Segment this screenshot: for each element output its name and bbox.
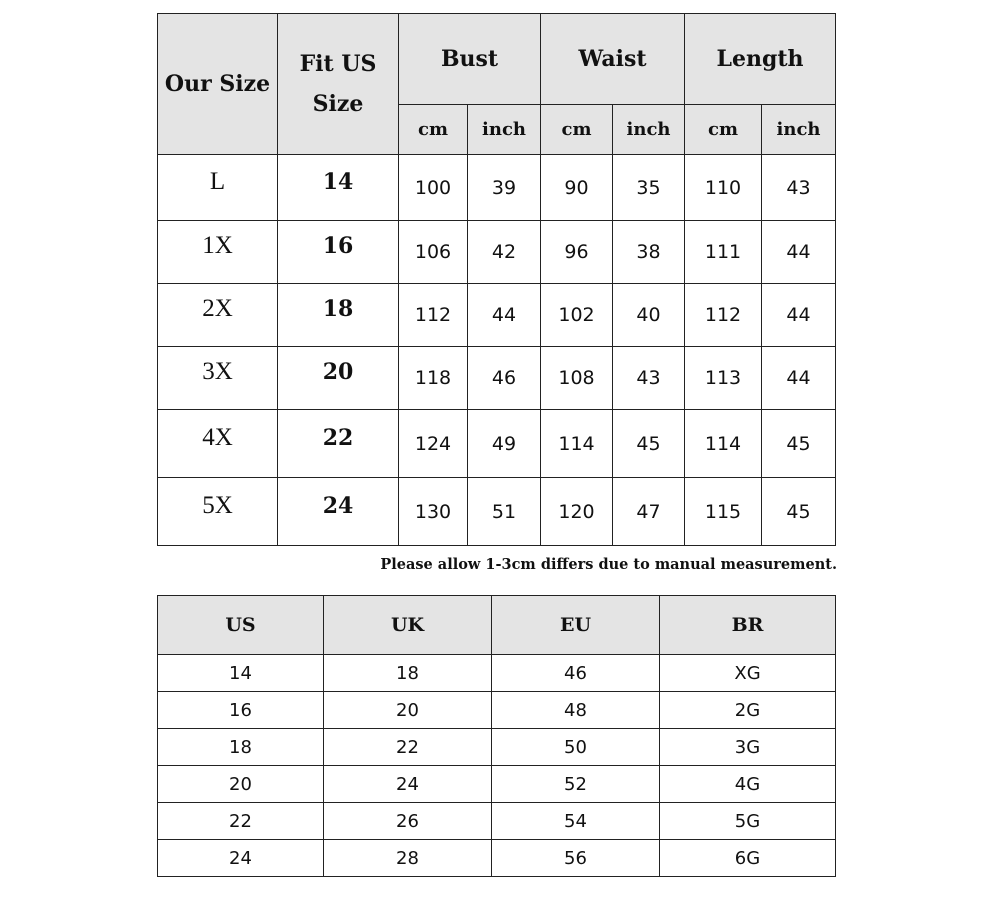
table-row xyxy=(158,284,836,347)
br-cell: 3G xyxy=(660,729,836,766)
length-cm-cell: 110 xyxy=(685,155,762,221)
bust-cm-cell: 130 xyxy=(399,478,468,546)
header-eu: EU xyxy=(492,596,660,655)
length-cm-cell: 113 xyxy=(685,347,762,410)
table-row xyxy=(158,655,836,692)
br-cell: 2G xyxy=(660,692,836,729)
size-chart-table xyxy=(157,13,836,546)
header-us: US xyxy=(158,596,324,655)
header-our-size: Our Size xyxy=(158,14,278,155)
table-row xyxy=(158,221,836,284)
waist-cm-cell: 102 xyxy=(541,284,613,347)
us-size-cell: 16 xyxy=(278,221,399,284)
waist-inch-cell: 43 xyxy=(613,347,685,410)
eu-cell: 56 xyxy=(492,840,660,877)
table-row xyxy=(158,766,836,803)
bust-cm-cell: 100 xyxy=(399,155,468,221)
waist-cm-cell: 114 xyxy=(541,410,613,478)
waist-cm-cell: 108 xyxy=(541,347,613,410)
size-conversion-table xyxy=(157,595,836,877)
us-cell: 24 xyxy=(158,840,324,877)
bust-inch-cell: 44 xyxy=(468,284,541,347)
us-size-cell: 20 xyxy=(278,347,399,410)
eu-cell: 48 xyxy=(492,692,660,729)
measurement-note: Please allow 1-3cm differs due to manual measurement. xyxy=(380,556,837,573)
unit-length-inch: inch xyxy=(762,105,836,155)
header-bust: Bust xyxy=(399,14,541,105)
br-cell: 4G xyxy=(660,766,836,803)
waist-inch-cell: 38 xyxy=(613,221,685,284)
eu-cell: 52 xyxy=(492,766,660,803)
unit-length-cm: cm xyxy=(685,105,762,155)
length-cm-cell: 114 xyxy=(685,410,762,478)
length-inch-cell: 44 xyxy=(762,221,836,284)
table-row xyxy=(158,155,836,221)
bust-inch-cell: 51 xyxy=(468,478,541,546)
table-row xyxy=(158,347,836,410)
our-size-cell: 1X xyxy=(158,221,278,284)
length-inch-cell: 45 xyxy=(762,410,836,478)
uk-cell: 18 xyxy=(324,655,492,692)
us-size-cell: 22 xyxy=(278,410,399,478)
header-fit-us-size xyxy=(278,14,399,155)
uk-cell: 24 xyxy=(324,766,492,803)
length-cm-cell: 112 xyxy=(685,284,762,347)
unit-waist-inch: inch xyxy=(613,105,685,155)
br-cell: 6G xyxy=(660,840,836,877)
table-row xyxy=(158,478,836,546)
bust-cm-cell: 118 xyxy=(399,347,468,410)
bust-inch-cell: 49 xyxy=(468,410,541,478)
length-inch-cell: 43 xyxy=(762,155,836,221)
bust-inch-cell: 46 xyxy=(468,347,541,410)
eu-cell: 54 xyxy=(492,803,660,840)
bust-inch-cell: 42 xyxy=(468,221,541,284)
bust-inch-cell: 39 xyxy=(468,155,541,221)
us-size-cell: 18 xyxy=(278,284,399,347)
our-size-cell: 5X xyxy=(158,478,278,546)
length-inch-cell: 45 xyxy=(762,478,836,546)
uk-cell: 28 xyxy=(324,840,492,877)
bust-cm-cell: 124 xyxy=(399,410,468,478)
waist-cm-cell: 90 xyxy=(541,155,613,221)
waist-inch-cell: 47 xyxy=(613,478,685,546)
uk-cell: 26 xyxy=(324,803,492,840)
length-inch-cell: 44 xyxy=(762,284,836,347)
us-size-cell: 14 xyxy=(278,155,399,221)
our-size-cell: 2X xyxy=(158,284,278,347)
us-cell: 22 xyxy=(158,803,324,840)
length-inch-cell: 44 xyxy=(762,347,836,410)
header-waist: Waist xyxy=(541,14,685,105)
header-fit-us-size-line2: Size xyxy=(312,91,364,117)
waist-inch-cell: 35 xyxy=(613,155,685,221)
table-row xyxy=(158,803,836,840)
us-cell: 16 xyxy=(158,692,324,729)
unit-bust-cm: cm xyxy=(399,105,468,155)
table-row xyxy=(158,729,836,766)
eu-cell: 46 xyxy=(492,655,660,692)
header-fit-us-size-line1: Fit US xyxy=(299,51,377,77)
unit-waist-cm: cm xyxy=(541,105,613,155)
us-cell: 14 xyxy=(158,655,324,692)
table-row xyxy=(158,840,836,877)
our-size-cell: 4X xyxy=(158,410,278,478)
bust-cm-cell: 106 xyxy=(399,221,468,284)
our-size-cell: L xyxy=(158,155,278,221)
br-cell: XG xyxy=(660,655,836,692)
eu-cell: 50 xyxy=(492,729,660,766)
length-cm-cell: 115 xyxy=(685,478,762,546)
bust-cm-cell: 112 xyxy=(399,284,468,347)
us-cell: 20 xyxy=(158,766,324,803)
waist-cm-cell: 96 xyxy=(541,221,613,284)
uk-cell: 22 xyxy=(324,729,492,766)
us-size-cell: 24 xyxy=(278,478,399,546)
waist-inch-cell: 40 xyxy=(613,284,685,347)
br-cell: 5G xyxy=(660,803,836,840)
header-br: BR xyxy=(660,596,836,655)
length-cm-cell: 111 xyxy=(685,221,762,284)
table-row xyxy=(158,410,836,478)
unit-bust-inch: inch xyxy=(468,105,541,155)
header-length: Length xyxy=(685,14,836,105)
table-row xyxy=(158,692,836,729)
waist-cm-cell: 120 xyxy=(541,478,613,546)
header-uk: UK xyxy=(324,596,492,655)
us-cell: 18 xyxy=(158,729,324,766)
uk-cell: 20 xyxy=(324,692,492,729)
our-size-cell: 3X xyxy=(158,347,278,410)
waist-inch-cell: 45 xyxy=(613,410,685,478)
